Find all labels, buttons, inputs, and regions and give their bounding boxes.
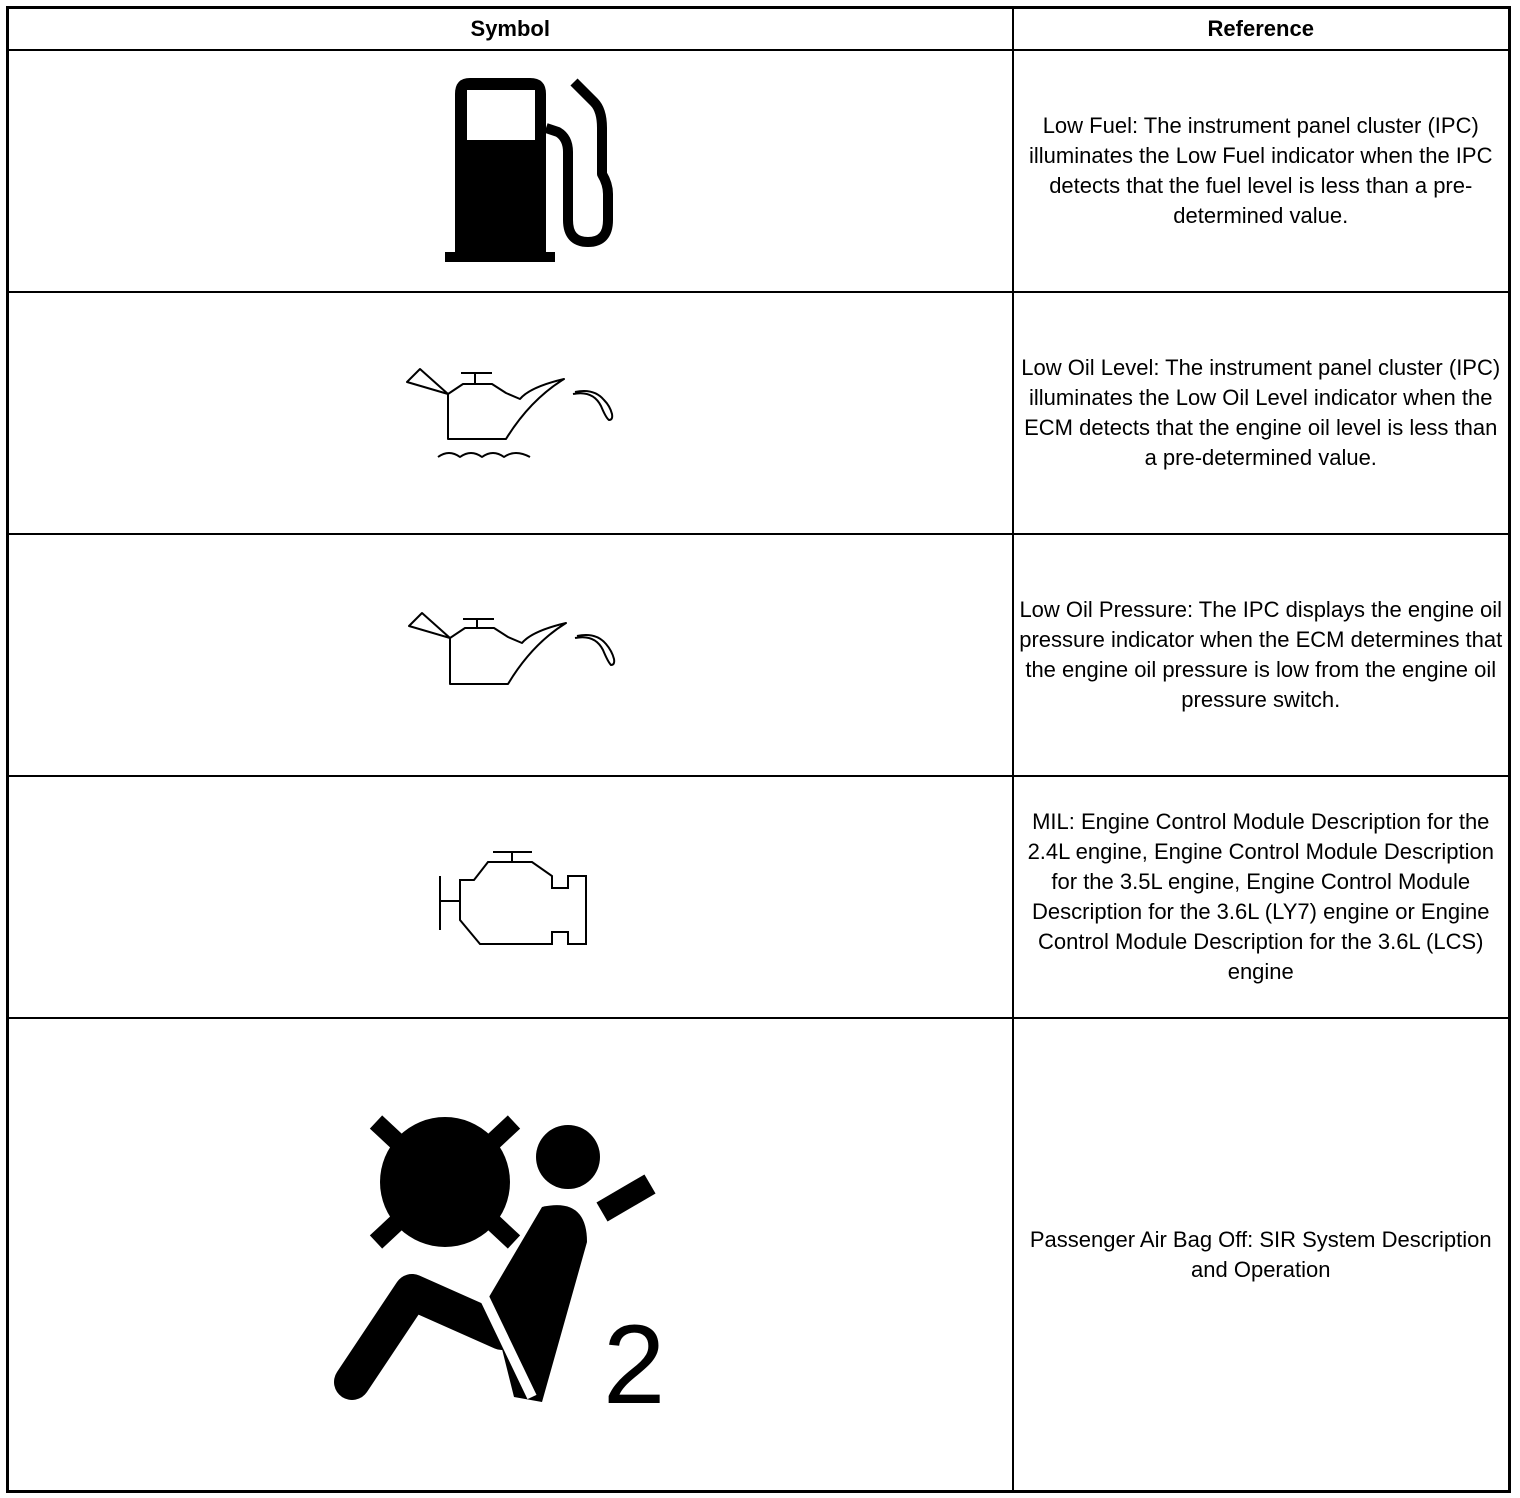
header-row: [8, 8, 1510, 51]
reference-cell: MIL: Engine Control Module Description for the 2.4L engine, Engine Control Module Description for the 3.5L engine, Engine Control Module Description for the 3.6L (LY7) engine or Engine Control Module Description for the 3.6L (LCS) engine: [1013, 776, 1510, 1018]
symbol-cell: [8, 1018, 1013, 1492]
symbol-cell: [8, 50, 1013, 292]
reference-cell: Low Oil Level: The instrument panel cluster (IPC) illuminates the Low Oil Level indicator when the ECM detects that the engine oil level is less than a pre-determined value.: [1013, 292, 1510, 534]
symbol-cell: [8, 776, 1013, 1018]
table-row-low-fuel: [8, 50, 1510, 292]
symbol-cell: [8, 292, 1013, 534]
fuel-pump-icon: [9, 51, 1012, 291]
reference-cell: Low Fuel: The instrument panel cluster (IPC) illuminates the Low Fuel indicator when the IPC detects that the fuel level is less than a pre-determined value.: [1013, 50, 1510, 292]
reference-column-header: Reference: [1013, 8, 1510, 51]
table-row-passenger-air-bag-off: [8, 1018, 1510, 1492]
engine-icon: [9, 777, 1012, 1017]
table-row-mil: [8, 776, 1510, 1018]
symbol-reference-table: [6, 6, 1511, 1493]
reference-cell: Low Oil Pressure: The IPC displays the engine oil pressure indicator when the ECM determines that the engine oil pressure is low from the engine oil pressure switch.: [1013, 534, 1510, 776]
oil-can-level-icon: [9, 293, 1012, 533]
symbol-column-header: Symbol: [8, 8, 1013, 51]
table-row-low-oil-level: [8, 292, 1510, 534]
symbol-cell: [8, 534, 1013, 776]
oil-can-icon: [9, 535, 1012, 775]
airbag-seat-number: 2: [603, 1302, 666, 1427]
reference-cell: Passenger Air Bag Off: SIR System Description and Operation: [1013, 1018, 1510, 1492]
passenger-airbag-off-icon: [9, 1019, 1012, 1490]
table-row-low-oil-pressure: [8, 534, 1510, 776]
